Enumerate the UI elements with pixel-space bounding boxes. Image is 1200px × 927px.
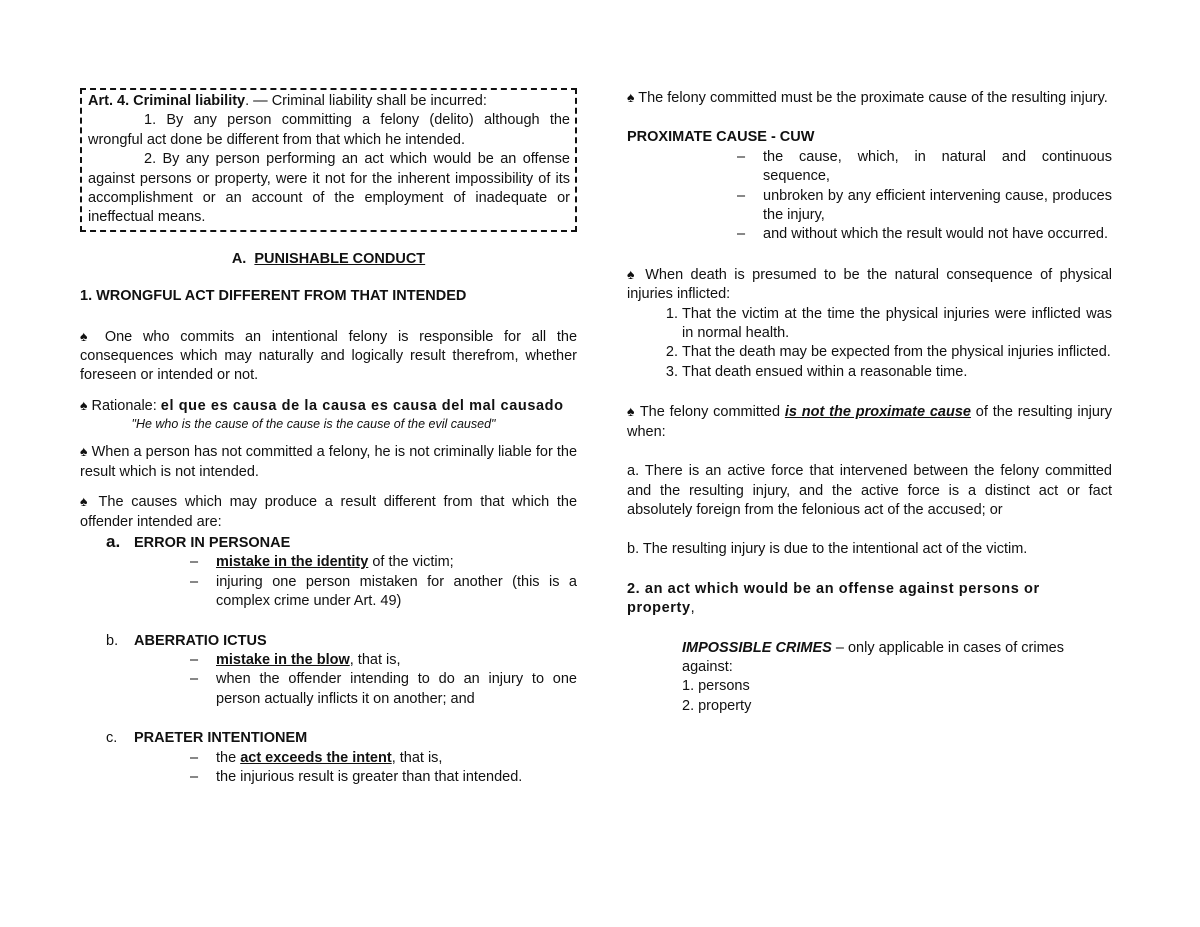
cause-c-heading: c. PRAETER INTENTIONEM — [106, 730, 308, 747]
rationale-quote: "He who is the cause of the cause is the cause of the evil caused" — [131, 417, 496, 432]
article-item-1: 1. By any person committing a felony (delito) although the wrongful act done be different from that which he intended. — [88, 112, 570, 148]
list-item: – mistake in the blow, that is, — [190, 651, 577, 670]
cause-b-list — [80, 651, 577, 709]
spade-icon: ♠ — [80, 327, 95, 344]
para-intentional-felony: ♠ One who commits an intentional felony is responsible for all the consequences which may naturally and logically result therefrom, whether foreseen or intended or not. — [80, 327, 578, 384]
death-conditions-list — [627, 305, 1112, 383]
list-item: – the injurious result is greater than that intended. — [190, 768, 577, 787]
para-not-committed: ♠ When a person has not committed a felony, he is not criminally liable for the result which is not intended. — [80, 443, 578, 480]
list-item: – when the offender intending to do an injury to one person actually inflicts it on another; and — [190, 670, 577, 709]
spade-icon: ♠ — [627, 265, 638, 282]
list-item: 2. property — [682, 697, 752, 714]
condition-a: a. There is an active force that intervened between the felony committed and the resulting injury, and the active force is a distinct act or fact absolutely foreign from the felonious act of the accused; or — [627, 463, 1112, 518]
spade-icon: ♠ — [627, 403, 636, 420]
spade-icon: ♠ — [80, 396, 88, 413]
list-item: – and without which the result would not have occurred. — [737, 225, 1112, 244]
right-column — [627, 88, 1112, 716]
list-item: 1. persons — [682, 678, 750, 695]
article-box — [80, 88, 577, 232]
condition-b: b. The resulting injury is due to the intentional act of the victim. — [627, 541, 1028, 558]
list-item: 2. That the death may be expected from the physical injuries inflicted. — [682, 343, 1112, 362]
cause-a-heading: a. ERROR IN PERSONAE — [106, 531, 291, 551]
heading-offense-persons-property: 2. an act which would be an offense against persons or property, — [627, 580, 1040, 617]
list-item: 1. That the victim at the time the physical injuries were inflicted was in normal health. — [682, 305, 1112, 344]
rationale-latin: el que es causa de la causa es causa del mal causado — [160, 397, 564, 414]
proximate-heading: PROXIMATE CAUSE - CUW — [627, 129, 815, 146]
cause-b-heading: b. ABERRATIO ICTUS — [106, 632, 267, 649]
spade-icon: ♠ — [80, 493, 92, 510]
list-item: – the cause, which, in natural and continuous sequence, — [737, 148, 1112, 187]
cause-a-list — [80, 553, 577, 611]
para-death-presumed: ♠ When death is presumed to be the natural consequence of physical injuries inflicted: — [627, 265, 1112, 303]
spade-icon: ♠ — [80, 443, 88, 460]
heading-wrongful-act: 1. WRONGFUL ACT DIFFERENT FROM THAT INTENDED — [80, 288, 467, 305]
article-item-2: 2. By any person performing an act which would be an offense against persons or property, were it not for the inherent impossibility of its accomplishment or an account of the employment of inadequate or ineffectual means. — [88, 151, 570, 226]
para-proximate-cause: ♠ The felony committed must be the proximate cause of the resulting injury. — [627, 89, 1108, 106]
list-item: – injuring one person mistaken for another (this is a complex crime under Art. 49) — [190, 573, 577, 612]
article-intro: Art. 4. Criminal liability. — Criminal liability shall be incurred: — [88, 93, 487, 109]
list-item: – mistake in the identity of the victim; — [190, 553, 577, 572]
para-causes: ♠ The causes which may produce a result different from that which the offender intended are: — [80, 493, 578, 530]
impossible-crimes-block — [682, 639, 1082, 717]
spade-icon: ♠ — [627, 89, 635, 105]
article-title: Art. 4. Criminal liability — [88, 93, 246, 109]
proximate-list — [627, 148, 1112, 245]
cause-c-list — [80, 749, 577, 788]
left-column — [80, 88, 577, 787]
section-a-heading: A. PUNISHABLE CONDUCT — [231, 250, 426, 267]
list-item: – unbroken by any efficient intervening cause, produces the injury, — [737, 187, 1112, 226]
list-item: – the act exceeds the intent, that is, — [190, 749, 577, 768]
impossible-crimes-intro: IMPOSSIBLE CRIMES – only applicable in cases of crimes against: — [682, 639, 1064, 675]
para-rationale: ♠ Rationale: el que es causa de la causa es causa del mal causado — [80, 396, 564, 414]
para-not-proximate: ♠ The felony committed is not the proximate cause of the resulting injury when: — [627, 403, 1112, 440]
list-item: 3. That death ensued within a reasonable time. — [682, 363, 1112, 382]
